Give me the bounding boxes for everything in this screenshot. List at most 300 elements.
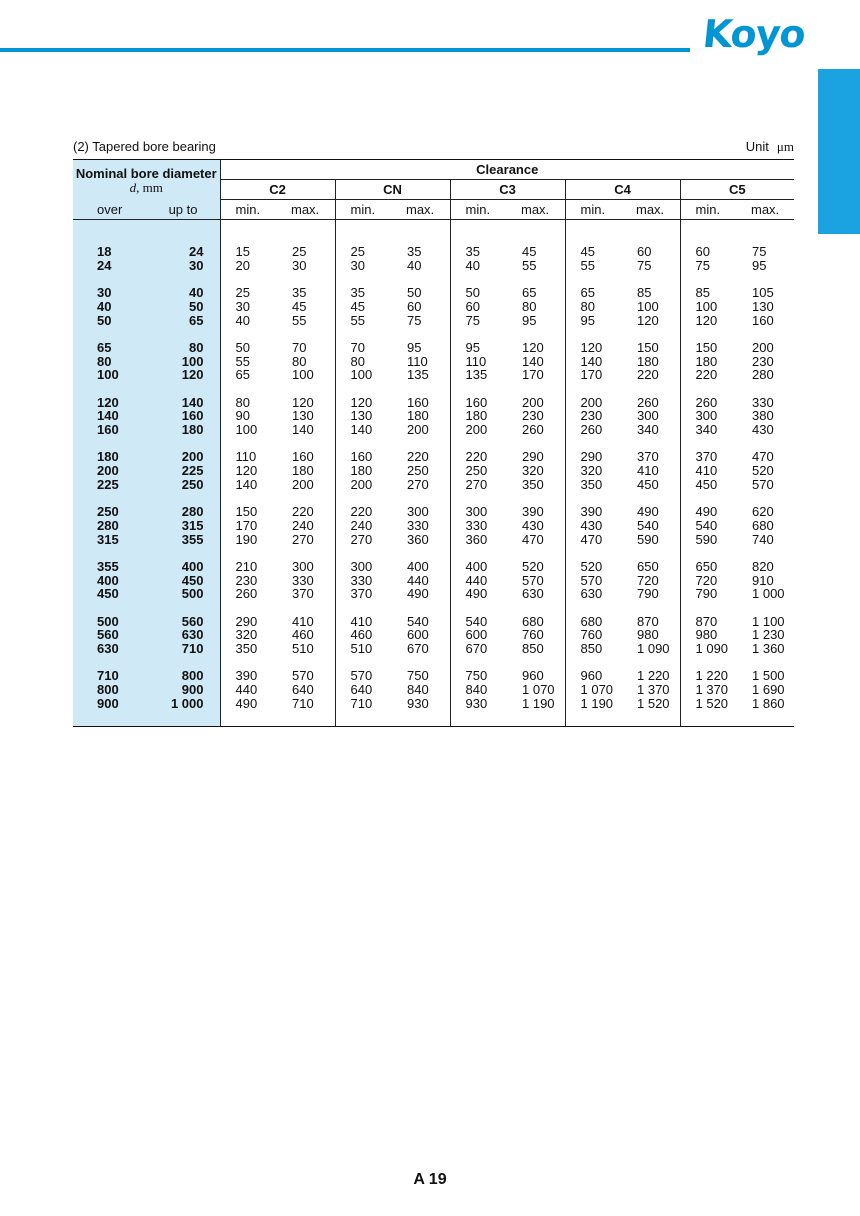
- clearance-min-cell: 230: [220, 574, 277, 588]
- table-row: [73, 478, 794, 492]
- clearance-min-cell: 520: [565, 560, 622, 574]
- clearance-max-cell: 180: [292, 463, 314, 478]
- clearance-min-cell: 85: [680, 286, 737, 300]
- clearance-max-cell: 930: [407, 695, 429, 711]
- bore-over-cell: 280: [73, 519, 146, 533]
- clearance-min-cell: 180: [450, 409, 507, 423]
- clearance-min-cell: 200: [450, 423, 507, 437]
- clearance-min-cell: 180: [680, 355, 737, 369]
- clearance-min-cell: 790: [680, 587, 737, 601]
- clearance-max-cell: 40: [407, 257, 422, 273]
- bore-upto-cell: 560: [146, 615, 220, 629]
- clearance-max-cell: 220: [292, 504, 314, 519]
- clearance-header: Clearance: [220, 160, 794, 180]
- clearance-min-cell: 50: [220, 341, 277, 355]
- clearance-min-cell: 350: [565, 478, 622, 492]
- clearance-min-cell: 80: [565, 300, 622, 314]
- table-row: [73, 574, 794, 588]
- table-row: [73, 697, 794, 711]
- clearance-min-cell: 540: [680, 519, 737, 533]
- clearance-min-cell: 230: [565, 409, 622, 423]
- clearance-min-cell: 410: [680, 464, 737, 478]
- clearance-min-cell: 670: [450, 642, 507, 656]
- upto-header: up to: [146, 200, 220, 220]
- clearance-max-cell: 35: [407, 244, 422, 259]
- clearance-max-cell: 620: [752, 504, 774, 519]
- table-row: [73, 396, 794, 410]
- clearance-max-cell: 630: [522, 586, 544, 602]
- table-row: [73, 464, 794, 478]
- clearance-min-cell: 260: [220, 587, 277, 601]
- bore-over-cell: 180: [73, 450, 146, 464]
- group-gap: [73, 437, 794, 451]
- clearance-min-cell: 960: [565, 669, 622, 683]
- clearance-max-cell: 60: [637, 244, 652, 259]
- clearance-max-cell: 200: [522, 394, 544, 410]
- clearance-min-cell: 250: [450, 464, 507, 478]
- table-row: [73, 314, 794, 328]
- class-header-c3: C3: [450, 180, 565, 200]
- clearance-max-cell: 1 190: [522, 695, 555, 711]
- bore-over-cell: 560: [73, 628, 146, 642]
- clearance-max-cell: 540: [637, 517, 659, 533]
- clearance-max-cell: 390: [522, 504, 544, 519]
- clearance-min-cell: 260: [680, 396, 737, 410]
- clearance-min-cell: 290: [220, 615, 277, 629]
- class-header-cn: CN: [335, 180, 450, 200]
- max-header: max.: [622, 200, 680, 220]
- clearance-min-cell: 95: [565, 314, 622, 328]
- clearance-max-cell: 30: [292, 257, 307, 273]
- bore-upto-cell: 80: [146, 341, 220, 355]
- clearance-min-cell: 65: [565, 286, 622, 300]
- clearance-min-cell: 100: [220, 423, 277, 437]
- clearance-max-cell: 130: [292, 408, 314, 424]
- clearance-max-cell: 870: [637, 613, 659, 629]
- clearance-max-cell: 270: [292, 531, 314, 547]
- page-number: A 19: [413, 1171, 447, 1188]
- bore-upto-cell: 900: [146, 683, 220, 697]
- clearance-max-cell: 25: [292, 244, 307, 259]
- clearance-min-cell: 440: [220, 683, 277, 697]
- clearance-max-cell: 670: [407, 641, 429, 656]
- clearance-min-cell: 640: [335, 683, 392, 697]
- max-header: max.: [392, 200, 450, 220]
- table-row: [73, 245, 794, 259]
- clearance-max-cell: 170: [522, 367, 544, 383]
- clearance-min-cell: 370: [680, 450, 737, 464]
- clearance-min-cell: 15: [220, 245, 277, 259]
- clearance-min-cell: 630: [565, 587, 622, 601]
- table-row: [73, 450, 794, 464]
- clearance-max-cell: 350: [522, 476, 544, 492]
- clearance-max-cell: 370: [292, 586, 314, 602]
- clearance-min-cell: 140: [565, 355, 622, 369]
- clearance-min-cell: 490: [450, 587, 507, 601]
- clearance-min-cell: 400: [450, 560, 507, 574]
- clearance-max-cell: 140: [522, 353, 544, 369]
- clearance-min-cell: 25: [335, 245, 392, 259]
- clearance-min-cell: 430: [565, 519, 622, 533]
- clearance-min-cell: 350: [220, 642, 277, 656]
- bore-over-cell: 200: [73, 464, 146, 478]
- clearance-max-cell: 220: [637, 367, 659, 383]
- clearance-min-cell: 390: [565, 505, 622, 519]
- clearance-max-cell: 1 070: [522, 682, 555, 697]
- header-rule: [0, 48, 690, 52]
- clearance-max-cell: 1 090: [637, 641, 670, 656]
- clearance-min-cell: 120: [220, 464, 277, 478]
- clearance-min-cell: 1 190: [565, 697, 622, 711]
- clearance-max-cell: 410: [292, 613, 314, 629]
- clearance-max-cell: 95: [522, 312, 537, 328]
- clearance-max-cell: 260: [522, 422, 544, 437]
- bore-upto-cell: 630: [146, 628, 220, 642]
- clearance-max-cell: 200: [292, 476, 314, 492]
- clearance-min-cell: 170: [220, 519, 277, 533]
- clearance-min-cell: 320: [565, 464, 622, 478]
- clearance-max-cell: 460: [292, 627, 314, 643]
- bore-over-cell: 315: [73, 533, 146, 547]
- clearance-max-cell: 370: [637, 449, 659, 465]
- clearance-min-cell: 590: [680, 533, 737, 547]
- clearance-max-cell: 640: [292, 682, 314, 697]
- clearance-max-cell: 70: [292, 339, 307, 355]
- clearance-max-cell: 1 520: [637, 695, 670, 711]
- clearance-max-cell: 120: [292, 394, 314, 410]
- clearance-max-cell: 55: [292, 312, 307, 328]
- clearance-min-cell: 80: [335, 355, 392, 369]
- clearance-max-cell: 180: [407, 408, 429, 424]
- clearance-max-cell: 330: [752, 394, 774, 410]
- clearance-max-cell: 600: [407, 627, 429, 643]
- clearance-min-cell: 1 370: [680, 683, 737, 697]
- clearance-min-cell: 55: [565, 259, 622, 273]
- bore-upto-cell: 160: [146, 409, 220, 423]
- clearance-max-cell: 330: [292, 572, 314, 588]
- clearance-max-cell: 110: [407, 353, 428, 369]
- clearance-max-cell: 160: [292, 449, 314, 465]
- clearance-min-cell: 135: [450, 368, 507, 382]
- clearance-min-cell: 150: [220, 505, 277, 519]
- clearance-min-cell: 150: [680, 341, 737, 355]
- clearance-min-cell: 95: [450, 341, 507, 355]
- clearance-min-cell: 190: [220, 533, 277, 547]
- clearance-min-cell: 300: [680, 409, 737, 423]
- clearance-max-cell: 60: [407, 298, 422, 314]
- clearance-max-cell: 1 690: [752, 682, 785, 697]
- min-header: min.: [450, 200, 507, 220]
- clearance-min-cell: 360: [450, 533, 507, 547]
- clearance-min-cell: 45: [565, 245, 622, 259]
- bore-over-cell: 250: [73, 505, 146, 519]
- table-row: [73, 560, 794, 574]
- clearance-max-cell: 850: [522, 641, 544, 656]
- clearance-max-cell: 490: [637, 504, 659, 519]
- clearance-min-cell: 20: [220, 259, 277, 273]
- clearance-min-cell: 290: [565, 450, 622, 464]
- clearance-max-cell: 720: [637, 572, 659, 588]
- clearance-max-cell: 340: [637, 422, 659, 437]
- clearance-min-cell: 840: [450, 683, 507, 697]
- clearance-min-cell: 220: [680, 368, 737, 382]
- class-header-c5: C5: [680, 180, 794, 200]
- clearance-max-cell: 650: [637, 558, 659, 574]
- clearance-min-cell: 410: [335, 615, 392, 629]
- max-header: max.: [507, 200, 565, 220]
- bore-over-cell: 900: [73, 697, 146, 711]
- bore-over-cell: 40: [73, 300, 146, 314]
- bore-over-cell: 140: [73, 409, 146, 423]
- clearance-max-cell: 400: [407, 558, 429, 574]
- clearance-max-cell: 1 220: [637, 668, 670, 684]
- clearance-min-cell: 450: [680, 478, 737, 492]
- bore-over-cell: 65: [73, 341, 146, 355]
- clearance-min-cell: 440: [450, 574, 507, 588]
- clearance-max-cell: 470: [522, 531, 544, 547]
- clearance-min-cell: 470: [565, 533, 622, 547]
- clearance-min-cell: 110: [450, 355, 507, 369]
- clearance-min-cell: 55: [220, 355, 277, 369]
- clearance-min-cell: 930: [450, 697, 507, 711]
- clearance-max-cell: 710: [292, 695, 314, 711]
- clearance-min-cell: 170: [565, 368, 622, 382]
- group-gap: [73, 327, 794, 341]
- min-header: min.: [680, 200, 737, 220]
- clearance-max-cell: 300: [637, 408, 659, 424]
- table-caption: (2) Tapered bore bearing: [73, 139, 216, 154]
- clearance-max-cell: 440: [407, 572, 429, 588]
- clearance-max-cell: 80: [292, 353, 307, 369]
- clearance-max-cell: 80: [522, 298, 537, 314]
- clearance-min-cell: 210: [220, 560, 277, 574]
- clearance-max-cell: 280: [752, 367, 774, 383]
- end-padding-row: [73, 711, 794, 727]
- clearance-min-cell: 510: [335, 642, 392, 656]
- clearance-max-cell: 75: [407, 312, 422, 328]
- clearance-min-cell: 90: [220, 409, 277, 423]
- clearance-max-cell: 570: [522, 572, 544, 588]
- clearance-max-cell: 95: [407, 339, 422, 355]
- clearance-min-cell: 200: [335, 478, 392, 492]
- clearance-max-cell: 270: [407, 476, 429, 492]
- bore-over-cell: 18: [73, 245, 146, 259]
- table-row: [73, 355, 794, 369]
- clearance-min-cell: 120: [335, 396, 392, 410]
- clearance-min-cell: 25: [220, 286, 277, 300]
- clearance-max-cell: 760: [522, 627, 544, 643]
- clearance-min-cell: 600: [450, 628, 507, 642]
- clearance-max-cell: 100: [292, 367, 314, 383]
- clearance-min-cell: 850: [565, 642, 622, 656]
- clearance-max-cell: 980: [637, 627, 659, 643]
- koyo-logo: Koyo: [700, 12, 808, 56]
- clearance-min-cell: 870: [680, 615, 737, 629]
- clearance-max-cell: 380: [752, 408, 774, 424]
- clearance-min-cell: 680: [565, 615, 622, 629]
- bore-over-cell: 800: [73, 683, 146, 697]
- bore-upto-cell: 280: [146, 505, 220, 519]
- bore-over-cell: 500: [73, 615, 146, 629]
- clearance-max-cell: 240: [292, 517, 314, 533]
- min-header: min.: [220, 200, 277, 220]
- table-body: [73, 220, 794, 727]
- bore-upto-cell: 120: [146, 368, 220, 382]
- clearance-min-cell: 220: [335, 505, 392, 519]
- clearance-max-cell: 230: [752, 353, 774, 369]
- section-tab: [818, 69, 860, 234]
- table-row: [73, 259, 794, 273]
- bore-over-cell: 160: [73, 423, 146, 437]
- clearance-max-cell: 45: [522, 244, 537, 259]
- clearance-max-cell: 135: [407, 367, 429, 383]
- table-row: [73, 341, 794, 355]
- clearance-max-cell: 740: [752, 531, 774, 547]
- clearance-max-cell: 230: [522, 408, 544, 424]
- table-row: [73, 519, 794, 533]
- clearance-min-cell: 120: [565, 341, 622, 355]
- clearance-min-cell: 75: [450, 314, 507, 328]
- bore-upto-cell: 500: [146, 587, 220, 601]
- min-header: min.: [565, 200, 622, 220]
- clearance-min-cell: 65: [220, 368, 277, 382]
- bore-upto-cell: 400: [146, 560, 220, 574]
- clearance-min-cell: 130: [335, 409, 392, 423]
- bore-upto-cell: 315: [146, 519, 220, 533]
- clearance-max-cell: 300: [292, 558, 314, 574]
- clearance-max-cell: 430: [752, 422, 774, 437]
- table-row: [73, 423, 794, 437]
- clearance-min-cell: 160: [450, 396, 507, 410]
- class-header-c2: C2: [220, 180, 335, 200]
- clearance-min-cell: 320: [220, 628, 277, 642]
- class-header-c4: C4: [565, 180, 680, 200]
- clearance-max-cell: 260: [637, 394, 659, 410]
- clearance-max-cell: 490: [407, 586, 429, 602]
- clearance-max-cell: 790: [637, 586, 659, 602]
- table-row: [73, 587, 794, 601]
- table-row: [73, 683, 794, 697]
- bore-over-cell: 30: [73, 286, 146, 300]
- clearance-max-cell: 200: [752, 339, 774, 355]
- clearance-min-cell: 490: [220, 697, 277, 711]
- clearance-max-cell: 150: [637, 339, 659, 355]
- table-row: [73, 368, 794, 382]
- bore-over-cell: 355: [73, 560, 146, 574]
- clearance-max-cell: 1 860: [752, 695, 785, 711]
- clearance-min-cell: 650: [680, 560, 737, 574]
- clearance-max-cell: 120: [637, 312, 659, 328]
- group-gap: [73, 546, 794, 560]
- clearance-max-cell: 105: [752, 285, 774, 300]
- table-row: [73, 669, 794, 683]
- clearance-min-cell: 270: [450, 478, 507, 492]
- clearance-max-cell: 410: [637, 463, 659, 478]
- clearance-max-cell: 300: [407, 504, 429, 519]
- clearance-max-cell: 160: [407, 394, 429, 410]
- clearance-max-cell: 140: [292, 422, 314, 437]
- clearance-min-cell: 140: [220, 478, 277, 492]
- clearance-max-cell: 570: [752, 476, 774, 492]
- clearance-min-cell: 980: [680, 628, 737, 642]
- clearance-min-cell: 720: [680, 574, 737, 588]
- max-header: max.: [737, 200, 794, 220]
- bore-upto-cell: 450: [146, 574, 220, 588]
- clearance-min-cell: 260: [565, 423, 622, 437]
- bore-upto-cell: 200: [146, 450, 220, 464]
- bore-upto-cell: 225: [146, 464, 220, 478]
- group-gap: [73, 656, 794, 670]
- clearance-min-cell: 60: [450, 300, 507, 314]
- clearance-table: [73, 159, 794, 727]
- clearance-min-cell: 1 090: [680, 642, 737, 656]
- bore-upto-cell: 65: [146, 314, 220, 328]
- group-gap: [73, 382, 794, 396]
- clearance-min-cell: 710: [335, 697, 392, 711]
- clearance-max-cell: 570: [292, 668, 314, 684]
- clearance-max-cell: 75: [752, 244, 767, 259]
- clearance-min-cell: 50: [450, 286, 507, 300]
- clearance-max-cell: 45: [292, 298, 307, 314]
- clearance-min-cell: 330: [450, 519, 507, 533]
- clearance-min-cell: 70: [335, 341, 392, 355]
- clearance-min-cell: 540: [450, 615, 507, 629]
- clearance-min-cell: 300: [335, 560, 392, 574]
- clearance-min-cell: 1 220: [680, 669, 737, 683]
- clearance-min-cell: 75: [680, 259, 737, 273]
- clearance-max-cell: 1 370: [637, 682, 670, 697]
- clearance-max-cell: 65: [522, 285, 537, 300]
- clearance-max-cell: 330: [407, 517, 429, 533]
- min-header: min.: [335, 200, 392, 220]
- clearance-min-cell: 110: [220, 450, 277, 464]
- over-header: over: [73, 200, 146, 220]
- clearance-min-cell: 30: [335, 259, 392, 273]
- clearance-max-cell: 360: [407, 531, 429, 547]
- clearance-min-cell: 100: [680, 300, 737, 314]
- clearance-min-cell: 100: [335, 368, 392, 382]
- clearance-max-cell: 520: [522, 558, 544, 574]
- clearance-min-cell: 55: [335, 314, 392, 328]
- clearance-min-cell: 30: [220, 300, 277, 314]
- clearance-max-cell: 160: [752, 312, 774, 328]
- bore-upto-cell: 1 000: [146, 697, 220, 711]
- bore-upto-cell: 355: [146, 533, 220, 547]
- bore-upto-cell: 140: [146, 396, 220, 410]
- bore-over-cell: 400: [73, 574, 146, 588]
- bore-over-cell: 630: [73, 642, 146, 656]
- clearance-max-cell: 100: [637, 298, 659, 314]
- bore-over-cell: 120: [73, 396, 146, 410]
- clearance-min-cell: 490: [680, 505, 737, 519]
- clearance-min-cell: 140: [335, 423, 392, 437]
- unit-label: Unit μm: [745, 139, 794, 154]
- bore-upto-cell: 50: [146, 300, 220, 314]
- clearance-min-cell: 120: [680, 314, 737, 328]
- clearance-min-cell: 40: [450, 259, 507, 273]
- clearance-min-cell: 570: [565, 574, 622, 588]
- table-row: [73, 628, 794, 642]
- spacer-row: [73, 220, 794, 246]
- bore-upto-cell: 250: [146, 478, 220, 492]
- clearance-min-cell: 330: [335, 574, 392, 588]
- table-row: [73, 505, 794, 519]
- clearance-max-cell: 1 000: [752, 586, 785, 602]
- clearance-max-cell: 1 360: [752, 641, 785, 656]
- clearance-min-cell: 370: [335, 587, 392, 601]
- clearance-max-cell: 590: [637, 531, 659, 547]
- clearance-max-cell: 130: [752, 298, 774, 314]
